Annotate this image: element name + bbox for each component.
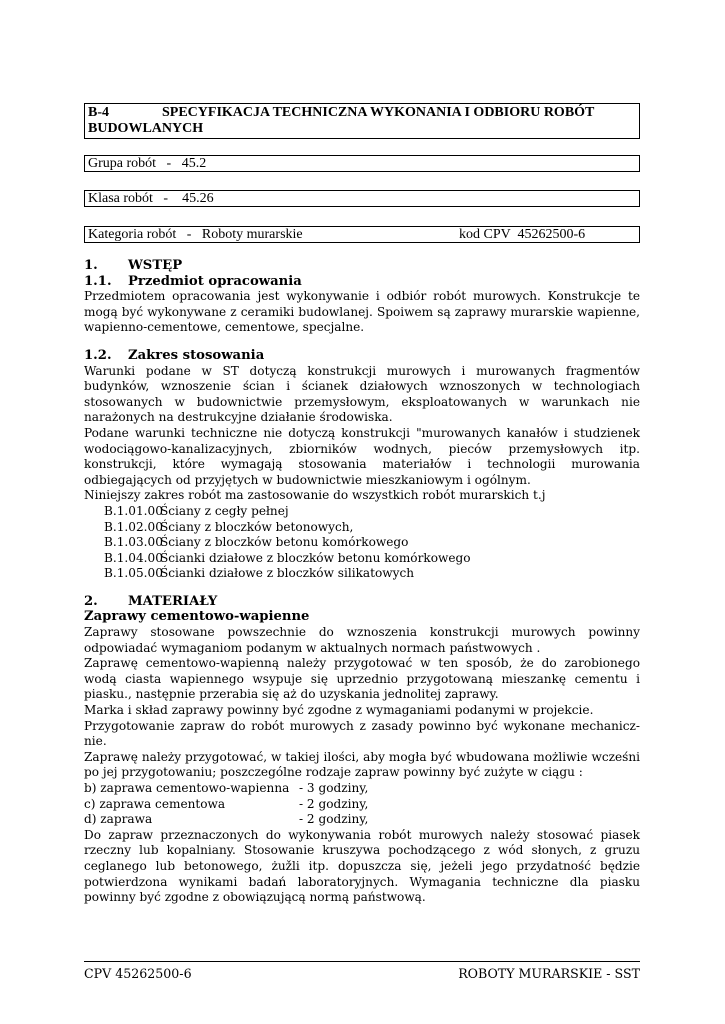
kod-cpv: kod CPV 45262500-6 [459,227,586,242]
document-body [84,258,640,906]
section2-p1: Zaprawy stosowane powszechnie do wznoszenia konstrukcji murowych powinny odpowiadać wymaganiom podanym w aktualnych normach państwowych . [84,625,640,655]
section2-p2: Zaprawę cementowo-wapienną należy przygotować w ten sposób, że do zarobionego wodą ciasta wapiennego wsypuje się uprzednio przygotowaną mieszankę cementu i piasku., następnie przerabia się aż do uzyskania jednolitej zaprawy. [84,656,640,702]
list-item: B.1.04.00Ścianki działowe z bloczków betonu komórkowego [104,550,471,565]
table-row: d) zaprawa - 2 godziny, [84,812,369,827]
klasa-box [84,190,640,207]
section1-2-p3: Niniejszy zakres robót ma zastosowanie do wszystkich robót murarskich t.j [84,488,546,503]
kategoria-text: Kategoria robót - Roboty murarskie [88,227,303,242]
title-box [84,103,640,139]
time-table [84,781,640,828]
title-line2: BUDOWLANYCH [88,121,204,136]
grupa-box [84,155,640,172]
section2-p5: Zaprawę należy przygotować, w takiej ilości, aby mogła być wbudowana możliwie wcześni po jej przygotowaniu; poszczególne rodzaje zapraw powinny być zużyte w ciągu : [84,749,640,780]
section1-1-text: Przedmiotem opracowania jest wykonywanie i odbiór robót murowych. Konstrukcje te mogą być wykonywane z ceramiki budowlanej. Spoiwem są zaprawy murarskie wapienne, wapienno-cementowe, cementowe, specjalne. [84,289,640,335]
list-item: B.1.03.00Ściany z bloczków betonu komórkowego [104,535,409,550]
scope-list [84,504,640,582]
section1-2-p1: Warunki podane w ST dotyczą konstrukcji murowych i murowanych fragmentów budynków, wznoszenie ścian i ścianek działowych wznoszonych w technologiach stosowanych w budownictwie przemysłowym, eksploatowanych w warunkach nie narażonych na destrukcyjne działanie środowiska. [84,363,640,425]
section2-p3: Marka i skład zaprawy powinny być zgodne z wymaganiami podanymi w projekcie. [84,703,594,718]
footer-divider [84,961,640,962]
list-item: B.1.02.00Ściany z bloczków betonowych, [104,519,354,534]
section2-subheading: Zaprawy cementowo-wapienne [84,609,310,625]
kategoria-box [84,226,640,243]
spec-code: B-4 [88,105,109,120]
section1-2-heading: 1.2. Zakres stosowania [84,347,265,363]
list-item: B.1.01.00Ściany z cegły pełnej [104,503,289,518]
footer-right: ROBOTY MURARSKIE - SST [458,966,640,981]
title-line1: SPECYFIKACJA TECHNICZNA WYKONANIA I ODBIORU ROBÓT [162,105,595,120]
table-row: c) zaprawa cementowa - 2 godziny, [84,796,369,811]
section2-heading: 2. MATERIAŁY [84,593,218,609]
table-row: b) zaprawa cementowo-wapienna - 3 godziny, [84,781,369,795]
section1-2-p2: Podane warunki techniczne nie dotyczą konstrukcji "murowanych kanałów i studzienek wodociągowo-kanalizacyjnych, zbiorników wodnych, pieców przemysłowych itp. konstrukcji, które wymagają stosowania materiałów i technologii murowania odbiegających od przyjętych w budownictwie mieszkaniowym i ogólnym. [84,425,640,487]
grupa-text: Grupa robót - 45.2 [88,156,207,171]
section2-p4: Przygotowanie zapraw do robót murowych z zasady powinno być wykonane mechanicz-nie. [84,718,640,749]
section1-1-heading: 1.1. Przedmiot opracowania [84,273,302,289]
section1-heading: 1. WSTĘP [84,258,183,273]
section2-p6: Do zapraw przeznaczonych do wykonywania robót murowych należy stosować piasek rzeczny lub kopalniany. Stosowanie kruszywa pochodzącego z wód słonych, z gruzu ceglanego lub betonowego, żužli itp. dopuszcza się, jeżeli jego przydatność będzie potwierdzona wynikami badań laboratoryjnych. Wymagania techniczne dla piasku powinny być zgodne z obowiązującą normą państwową. [84,827,640,905]
list-item: B.1.05.00Ścianki działowe z bloczków silikatowych [104,566,415,581]
klasa-text: Klasa robót - 45.26 [88,191,214,206]
footer-left: CPV 45262500-6 [84,966,192,981]
